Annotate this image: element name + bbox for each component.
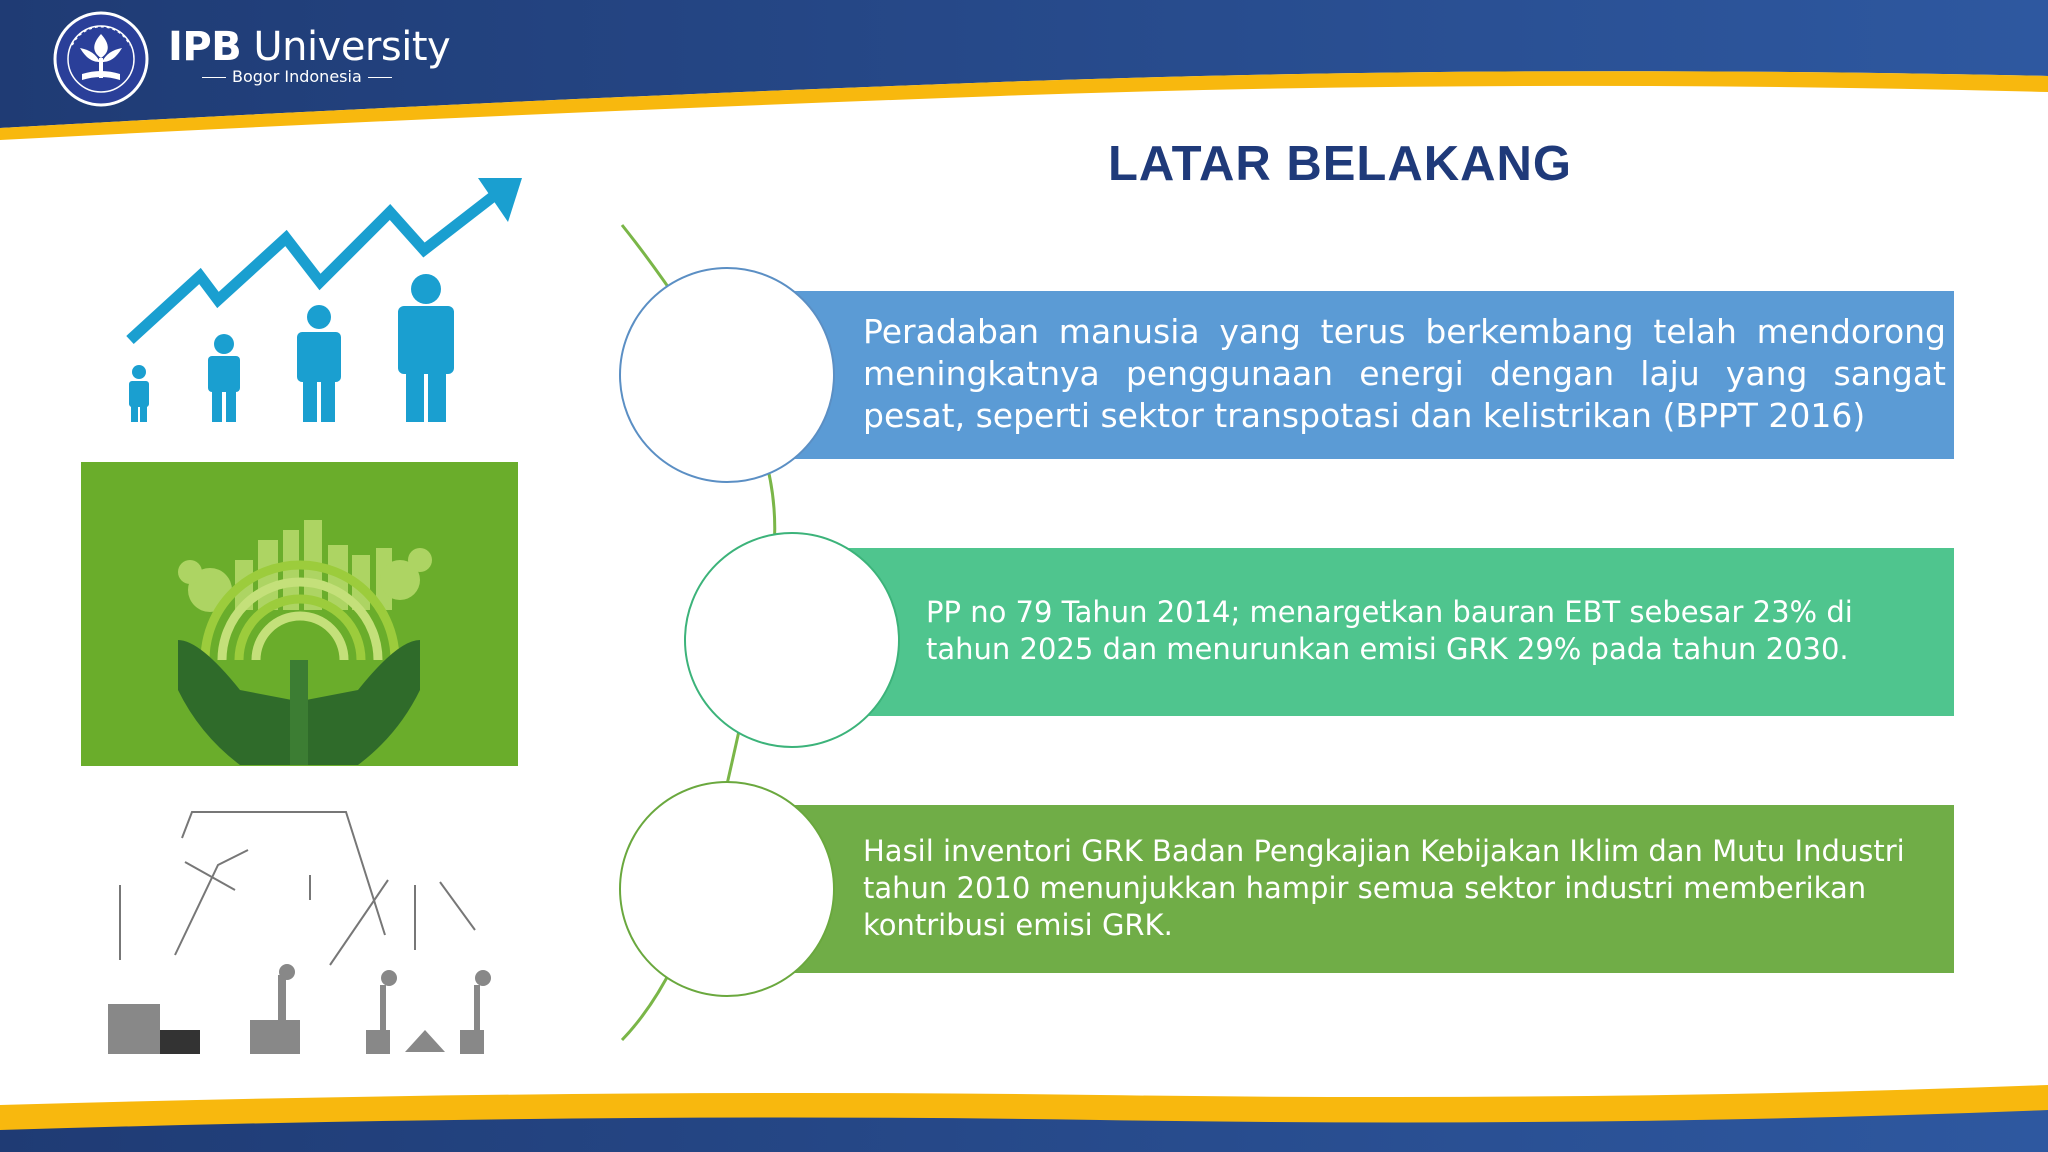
university-location: Bogor Indonesia — [196, 67, 398, 86]
industry-emission-diagram — [108, 812, 491, 1054]
point-circle-1 — [620, 268, 834, 482]
point-text-1: Peradaban manusia yang terus berkembang telah mendorong meningkatnya penggunaan energi dengan laju yang sangat pesat, seperti sektor transpotasi dan kelistrikan (BPPT 2016) — [863, 312, 1946, 435]
green-city-hands-image — [81, 462, 518, 766]
point-text-3: Hasil inventori GRK Badan Pengkajian Kebijakan Iklim dan Mutu Industri tahun 2010 menunjukkan hampir semua sektor industri memberikan kontribusi emisi GRK. — [863, 834, 1905, 942]
ipb-logo-seal-icon — [55, 13, 147, 105]
population-growth-icon — [129, 178, 522, 422]
point-circle-3 — [620, 782, 834, 996]
point-text-2: PP no 79 Tahun 2014; menargetkan bauran EBT sebesar 23% di tahun 2025 dan menurunkan emisi GRK 29% pada tahun 2030. — [926, 595, 1853, 666]
page-title: LATAR BELAKANG — [1107, 137, 1573, 191]
university-name: IPB University — [168, 24, 451, 70]
point-circle-2 — [685, 533, 899, 747]
